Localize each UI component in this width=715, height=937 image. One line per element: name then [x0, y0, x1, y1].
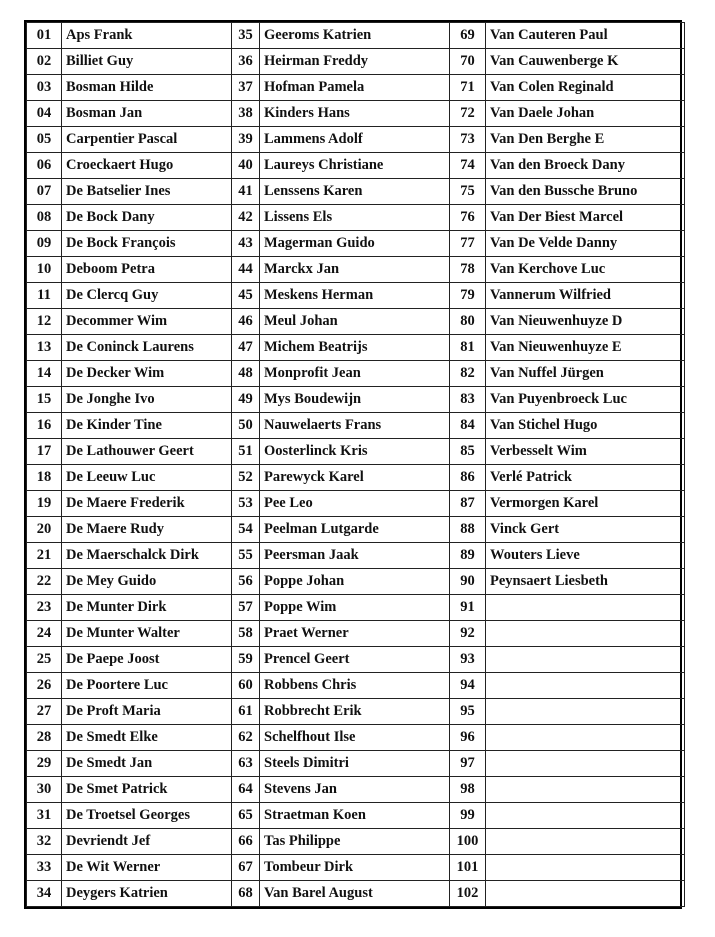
member-name: De Batselier Ines	[62, 179, 232, 205]
member-name: De Bock Dany	[62, 205, 232, 231]
member-name	[486, 699, 685, 725]
member-name: De Leeuw Luc	[62, 465, 232, 491]
member-name: Vermorgen Karel	[486, 491, 685, 517]
table-row	[27, 49, 685, 75]
member-number: 33	[27, 855, 62, 881]
member-number: 84	[450, 413, 486, 439]
member-number: 56	[232, 569, 260, 595]
member-name: Marckx Jan	[260, 257, 450, 283]
table-row	[27, 309, 685, 335]
member-name: Van De Velde Danny	[486, 231, 685, 257]
table-row	[27, 803, 685, 829]
member-number: 101	[450, 855, 486, 881]
member-name: Van Puyenbroeck Luc	[486, 387, 685, 413]
member-number: 06	[27, 153, 62, 179]
member-number: 52	[232, 465, 260, 491]
member-name: De Jonghe Ivo	[62, 387, 232, 413]
member-name: De Maere Rudy	[62, 517, 232, 543]
member-number: 12	[27, 309, 62, 335]
member-number: 38	[232, 101, 260, 127]
member-name: Robbrecht Erik	[260, 699, 450, 725]
member-number: 80	[450, 309, 486, 335]
member-name: De Smedt Elke	[62, 725, 232, 751]
table-row	[27, 179, 685, 205]
member-number: 45	[232, 283, 260, 309]
member-number: 93	[450, 647, 486, 673]
member-number: 01	[27, 23, 62, 49]
member-name	[486, 595, 685, 621]
member-number: 30	[27, 777, 62, 803]
member-number: 53	[232, 491, 260, 517]
member-number: 94	[450, 673, 486, 699]
member-number: 54	[232, 517, 260, 543]
table-row	[27, 881, 685, 907]
member-number: 18	[27, 465, 62, 491]
member-name: Van Cauwenberge K	[486, 49, 685, 75]
member-name: De Troetsel Georges	[62, 803, 232, 829]
member-number: 55	[232, 543, 260, 569]
member-number: 11	[27, 283, 62, 309]
table-row	[27, 361, 685, 387]
member-name: Van Colen Reginald	[486, 75, 685, 101]
member-number: 90	[450, 569, 486, 595]
member-name: Schelfhout Ilse	[260, 725, 450, 751]
member-name: De Lathouwer Geert	[62, 439, 232, 465]
table-row	[27, 595, 685, 621]
member-name: Hofman Pamela	[260, 75, 450, 101]
member-number: 43	[232, 231, 260, 257]
member-name: Van den Bussche Bruno	[486, 179, 685, 205]
member-number: 42	[232, 205, 260, 231]
table-row	[27, 205, 685, 231]
member-number: 46	[232, 309, 260, 335]
table-row	[27, 751, 685, 777]
member-number: 98	[450, 777, 486, 803]
member-number: 50	[232, 413, 260, 439]
member-name	[486, 881, 685, 907]
member-number: 26	[27, 673, 62, 699]
member-name: Van Nieuwenhuyze E	[486, 335, 685, 361]
member-number: 03	[27, 75, 62, 101]
member-number: 05	[27, 127, 62, 153]
member-number: 39	[232, 127, 260, 153]
member-name	[486, 777, 685, 803]
member-number: 24	[27, 621, 62, 647]
member-name	[486, 751, 685, 777]
table-row	[27, 517, 685, 543]
member-number: 63	[232, 751, 260, 777]
member-name: De Clercq Guy	[62, 283, 232, 309]
member-number: 49	[232, 387, 260, 413]
member-name	[486, 647, 685, 673]
member-number: 83	[450, 387, 486, 413]
member-number: 41	[232, 179, 260, 205]
member-name: Van den Broeck Dany	[486, 153, 685, 179]
member-number: 100	[450, 829, 486, 855]
member-roster-table	[26, 22, 685, 907]
member-number: 34	[27, 881, 62, 907]
member-name: Van Nieuwenhuyze D	[486, 309, 685, 335]
table-row	[27, 439, 685, 465]
member-number: 71	[450, 75, 486, 101]
member-name: Stevens Jan	[260, 777, 450, 803]
member-name: Tombeur Dirk	[260, 855, 450, 881]
member-number: 82	[450, 361, 486, 387]
member-number: 09	[27, 231, 62, 257]
member-number: 08	[27, 205, 62, 231]
member-name: Bosman Jan	[62, 101, 232, 127]
member-number: 95	[450, 699, 486, 725]
member-number: 58	[232, 621, 260, 647]
member-number: 20	[27, 517, 62, 543]
member-name: Tas Philippe	[260, 829, 450, 855]
roster-sheet	[24, 20, 682, 909]
member-name: Heirman Freddy	[260, 49, 450, 75]
member-number: 91	[450, 595, 486, 621]
member-name	[486, 725, 685, 751]
member-name: Van Barel August	[260, 881, 450, 907]
member-number: 23	[27, 595, 62, 621]
table-row	[27, 699, 685, 725]
member-name: Poppe Johan	[260, 569, 450, 595]
member-name: Verlé Patrick	[486, 465, 685, 491]
member-number: 02	[27, 49, 62, 75]
table-row	[27, 75, 685, 101]
member-name: De Maere Frederik	[62, 491, 232, 517]
member-number: 89	[450, 543, 486, 569]
member-number: 57	[232, 595, 260, 621]
member-name: Meskens Herman	[260, 283, 450, 309]
table-row	[27, 257, 685, 283]
member-name: Nauwelaerts Frans	[260, 413, 450, 439]
table-row	[27, 647, 685, 673]
table-row	[27, 283, 685, 309]
member-number: 74	[450, 153, 486, 179]
member-number: 37	[232, 75, 260, 101]
table-row	[27, 621, 685, 647]
member-name	[486, 673, 685, 699]
member-name: De Wit Werner	[62, 855, 232, 881]
member-name: De Munter Dirk	[62, 595, 232, 621]
member-number: 75	[450, 179, 486, 205]
table-row	[27, 725, 685, 751]
table-row	[27, 387, 685, 413]
member-number: 51	[232, 439, 260, 465]
member-name	[486, 803, 685, 829]
member-number: 35	[232, 23, 260, 49]
member-name: Van Den Berghe E	[486, 127, 685, 153]
member-number: 48	[232, 361, 260, 387]
member-name: Van Der Biest Marcel	[486, 205, 685, 231]
member-name: Lammens Adolf	[260, 127, 450, 153]
table-row	[27, 413, 685, 439]
member-number: 14	[27, 361, 62, 387]
member-name: Carpentier Pascal	[62, 127, 232, 153]
member-name: Peelman Lutgarde	[260, 517, 450, 543]
member-name: De Smet Patrick	[62, 777, 232, 803]
member-number: 16	[27, 413, 62, 439]
table-row	[27, 231, 685, 257]
member-name	[486, 855, 685, 881]
member-name: De Munter Walter	[62, 621, 232, 647]
member-number: 22	[27, 569, 62, 595]
member-name: Decommer Wim	[62, 309, 232, 335]
table-row	[27, 855, 685, 881]
member-name: Kinders Hans	[260, 101, 450, 127]
member-number: 61	[232, 699, 260, 725]
member-name: Laureys Christiane	[260, 153, 450, 179]
member-name: Lissens Els	[260, 205, 450, 231]
member-number: 07	[27, 179, 62, 205]
member-number: 87	[450, 491, 486, 517]
member-number: 79	[450, 283, 486, 309]
member-number: 78	[450, 257, 486, 283]
member-number: 81	[450, 335, 486, 361]
member-name: Geeroms Katrien	[260, 23, 450, 49]
member-name: Deygers Katrien	[62, 881, 232, 907]
member-name: De Coninck Laurens	[62, 335, 232, 361]
member-number: 88	[450, 517, 486, 543]
member-name: Magerman Guido	[260, 231, 450, 257]
member-name: Croeckaert Hugo	[62, 153, 232, 179]
table-row	[27, 127, 685, 153]
member-number: 85	[450, 439, 486, 465]
member-name: Robbens Chris	[260, 673, 450, 699]
member-number: 99	[450, 803, 486, 829]
member-name: Van Nuffel Jürgen	[486, 361, 685, 387]
member-name: Steels Dimitri	[260, 751, 450, 777]
member-number: 17	[27, 439, 62, 465]
member-name: Peersman Jaak	[260, 543, 450, 569]
table-row	[27, 465, 685, 491]
member-number: 62	[232, 725, 260, 751]
member-name: Vinck Gert	[486, 517, 685, 543]
member-number: 40	[232, 153, 260, 179]
member-name: Poppe Wim	[260, 595, 450, 621]
member-name: Billiet Guy	[62, 49, 232, 75]
member-number: 47	[232, 335, 260, 361]
member-number: 27	[27, 699, 62, 725]
member-name: Deboom Petra	[62, 257, 232, 283]
member-name: Oosterlinck Kris	[260, 439, 450, 465]
member-number: 96	[450, 725, 486, 751]
member-number: 67	[232, 855, 260, 881]
member-number: 73	[450, 127, 486, 153]
table-row	[27, 153, 685, 179]
member-name: Monprofit Jean	[260, 361, 450, 387]
member-number: 60	[232, 673, 260, 699]
member-name: De Bock François	[62, 231, 232, 257]
table-row	[27, 101, 685, 127]
roster-body	[27, 23, 685, 907]
member-number: 10	[27, 257, 62, 283]
member-number: 19	[27, 491, 62, 517]
member-number: 04	[27, 101, 62, 127]
member-name: Bosman Hilde	[62, 75, 232, 101]
member-name: Van Daele Johan	[486, 101, 685, 127]
member-name: Devriendt Jef	[62, 829, 232, 855]
member-number: 92	[450, 621, 486, 647]
member-number: 86	[450, 465, 486, 491]
member-name	[486, 829, 685, 855]
member-name: Van Cauteren Paul	[486, 23, 685, 49]
member-name: De Smedt Jan	[62, 751, 232, 777]
table-row	[27, 829, 685, 855]
member-number: 31	[27, 803, 62, 829]
table-row	[27, 543, 685, 569]
member-number: 68	[232, 881, 260, 907]
member-name: Van Stichel Hugo	[486, 413, 685, 439]
member-name: Prencel Geert	[260, 647, 450, 673]
member-number: 76	[450, 205, 486, 231]
table-row	[27, 491, 685, 517]
member-name: Wouters Lieve	[486, 543, 685, 569]
member-name: De Decker Wim	[62, 361, 232, 387]
table-row	[27, 335, 685, 361]
member-name: De Maerschalck Dirk	[62, 543, 232, 569]
member-name: Pee Leo	[260, 491, 450, 517]
member-name: De Proft Maria	[62, 699, 232, 725]
member-number: 59	[232, 647, 260, 673]
member-number: 72	[450, 101, 486, 127]
member-name: Peynsaert Liesbeth	[486, 569, 685, 595]
member-number: 44	[232, 257, 260, 283]
member-number: 25	[27, 647, 62, 673]
member-number: 21	[27, 543, 62, 569]
table-row	[27, 673, 685, 699]
member-name: De Poortere Luc	[62, 673, 232, 699]
member-name: Straetman Koen	[260, 803, 450, 829]
member-name: Meul Johan	[260, 309, 450, 335]
member-name: Aps Frank	[62, 23, 232, 49]
member-name: De Kinder Tine	[62, 413, 232, 439]
member-number: 32	[27, 829, 62, 855]
member-name: De Paepe Joost	[62, 647, 232, 673]
member-name: De Mey Guido	[62, 569, 232, 595]
member-number: 36	[232, 49, 260, 75]
table-row	[27, 569, 685, 595]
member-number: 65	[232, 803, 260, 829]
member-number: 102	[450, 881, 486, 907]
member-number: 29	[27, 751, 62, 777]
table-row	[27, 23, 685, 49]
member-name: Praet Werner	[260, 621, 450, 647]
member-number: 13	[27, 335, 62, 361]
member-number: 70	[450, 49, 486, 75]
table-row	[27, 777, 685, 803]
member-name	[486, 621, 685, 647]
member-name: Parewyck Karel	[260, 465, 450, 491]
member-name: Mys Boudewijn	[260, 387, 450, 413]
member-number: 97	[450, 751, 486, 777]
member-number: 77	[450, 231, 486, 257]
member-name: Van Kerchove Luc	[486, 257, 685, 283]
member-name: Vannerum Wilfried	[486, 283, 685, 309]
member-number: 28	[27, 725, 62, 751]
member-number: 69	[450, 23, 486, 49]
member-name: Lenssens Karen	[260, 179, 450, 205]
member-name: Michem Beatrijs	[260, 335, 450, 361]
member-number: 64	[232, 777, 260, 803]
member-number: 15	[27, 387, 62, 413]
member-number: 66	[232, 829, 260, 855]
member-name: Verbesselt Wim	[486, 439, 685, 465]
